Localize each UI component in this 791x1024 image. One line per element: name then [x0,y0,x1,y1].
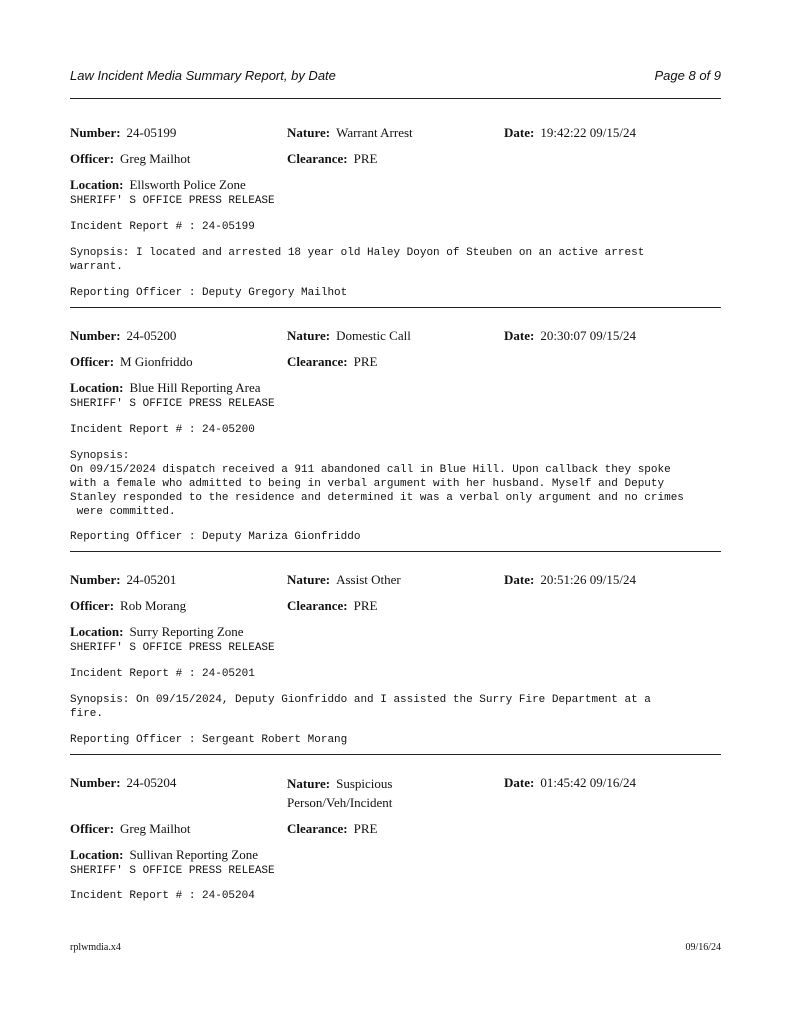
reporting-officer: Reporting Officer : Sergeant Robert Morang [70,734,348,746]
date-field: Date: 19:42:22 09/15/24 [504,125,637,140]
press-release-line: SHERIFF' S OFFICE PRESS RELEASE [70,398,275,410]
clearance-field: Clearance: PRE [287,821,378,836]
number-field: Number: 24-05201 [70,572,177,587]
date-value: 20:51:26 09/15/24 [540,572,637,587]
number-field: Number: 24-05200 [70,328,177,343]
number-field: Number: 24-05199 [70,125,177,140]
incident-row-2 [70,151,721,169]
incident-report-number: Incident Report # : 24-05201 [70,668,255,680]
header-divider [70,98,721,99]
incident-report-number: Incident Report # : 24-05200 [70,424,255,436]
clearance-value: PRE [353,354,378,369]
clearance-field: Clearance: PRE [287,151,378,166]
synopsis-text: Synopsis: On 09/15/2024 dispatch received a 911 abandoned call in Blue Hill. Upon callback they spoke with a female who admitted to being in verbal argument with her husband. Myself and Deputy Stanley responded to the residence and determined it was a verbal only argument and no crimes were committed. [70,450,684,518]
location-value: Surry Reporting Zone [129,624,244,639]
incident-row-1 [70,328,721,346]
press-release-line: SHERIFF' S OFFICE PRESS RELEASE [70,195,275,207]
synopsis-text: Synopsis: On 09/15/2024, Deputy Gionfriddo and I assisted the Surry Fire Department at a fire. [70,694,651,720]
nature-field: Nature: Assist Other [287,572,401,587]
incident-divider [70,754,721,755]
date-field: Date: 20:51:26 09/15/24 [504,572,637,587]
officer-value: Greg Mailhot [120,151,191,166]
officer-value: Rob Morang [120,598,187,613]
location-field: Location: Surry Reporting Zone [70,624,244,639]
incident-report-number: Incident Report # : 24-05199 [70,221,255,233]
press-release-line: SHERIFF' S OFFICE PRESS RELEASE [70,865,275,877]
location-field: Location: Blue Hill Reporting Area [70,380,261,395]
number-field: Number: 24-05204 [70,775,177,790]
incident-divider [70,551,721,552]
reporting-officer: Reporting Officer : Deputy Gregory Mailhot [70,287,348,299]
clearance-field: Clearance: PRE [287,354,378,369]
page-number: Page 8 of 9 [654,68,721,83]
officer-value: M Gionfriddo [120,354,193,369]
report-title: Law Incident Media Summary Report, by Date [70,68,336,83]
nature-value: Domestic Call [336,328,411,343]
nature-field: Nature: Suspicious Person/Veh/Incident [287,776,393,810]
number-value: 24-05201 [126,572,177,587]
incident-row-2 [70,821,721,839]
clearance-value: PRE [353,598,378,613]
incident-row-2 [70,598,721,616]
date-field: Date: 01:45:42 09/16/24 [504,775,637,790]
location-value: Blue Hill Reporting Area [129,380,261,395]
officer-field: Officer: Greg Mailhot [70,151,191,166]
footer-date: 09/16/24 [685,942,721,953]
clearance-value: PRE [353,821,378,836]
date-value: 01:45:42 09/16/24 [540,775,637,790]
incident-row-1 [70,572,721,590]
location-field: Location: Sullivan Reporting Zone [70,847,258,862]
incident-divider [70,307,721,308]
number-value: 24-05200 [126,328,177,343]
clearance-value: PRE [353,151,378,166]
date-value: 19:42:22 09/15/24 [540,125,637,140]
nature-field: Nature: Warrant Arrest [287,125,413,140]
nature-value: Assist Other [336,572,401,587]
number-value: 24-05204 [126,775,177,790]
officer-field: Officer: M Gionfriddo [70,354,193,369]
synopsis-text: Synopsis: I located and arrested 18 year old Haley Doyon of Steuben on an active arrest warrant. [70,247,645,273]
incident-report-number: Incident Report # : 24-05204 [70,890,255,902]
incident-row-2 [70,354,721,372]
report-header [70,68,721,86]
footer-report-code: rplwmdia.x4 [70,942,121,953]
date-field: Date: 20:30:07 09/15/24 [504,328,637,343]
officer-field: Officer: Rob Morang [70,598,187,613]
location-value: Ellsworth Police Zone [129,177,246,192]
officer-value: Greg Mailhot [120,821,191,836]
nature-field: Nature: Domestic Call [287,328,411,343]
clearance-field: Clearance: PRE [287,598,378,613]
nature-value: Warrant Arrest [336,125,413,140]
location-value: Sullivan Reporting Zone [129,847,258,862]
reporting-officer: Reporting Officer : Deputy Mariza Gionfriddo [70,531,361,543]
nature-value: Suspicious Person/Veh/Incident [287,776,393,810]
officer-field: Officer: Greg Mailhot [70,821,191,836]
incident-row-1 [70,125,721,143]
press-release-line: SHERIFF' S OFFICE PRESS RELEASE [70,642,275,654]
location-field: Location: Ellsworth Police Zone [70,177,246,192]
date-value: 20:30:07 09/15/24 [540,328,637,343]
incident-row-1 [70,775,721,813]
number-value: 24-05199 [126,125,177,140]
